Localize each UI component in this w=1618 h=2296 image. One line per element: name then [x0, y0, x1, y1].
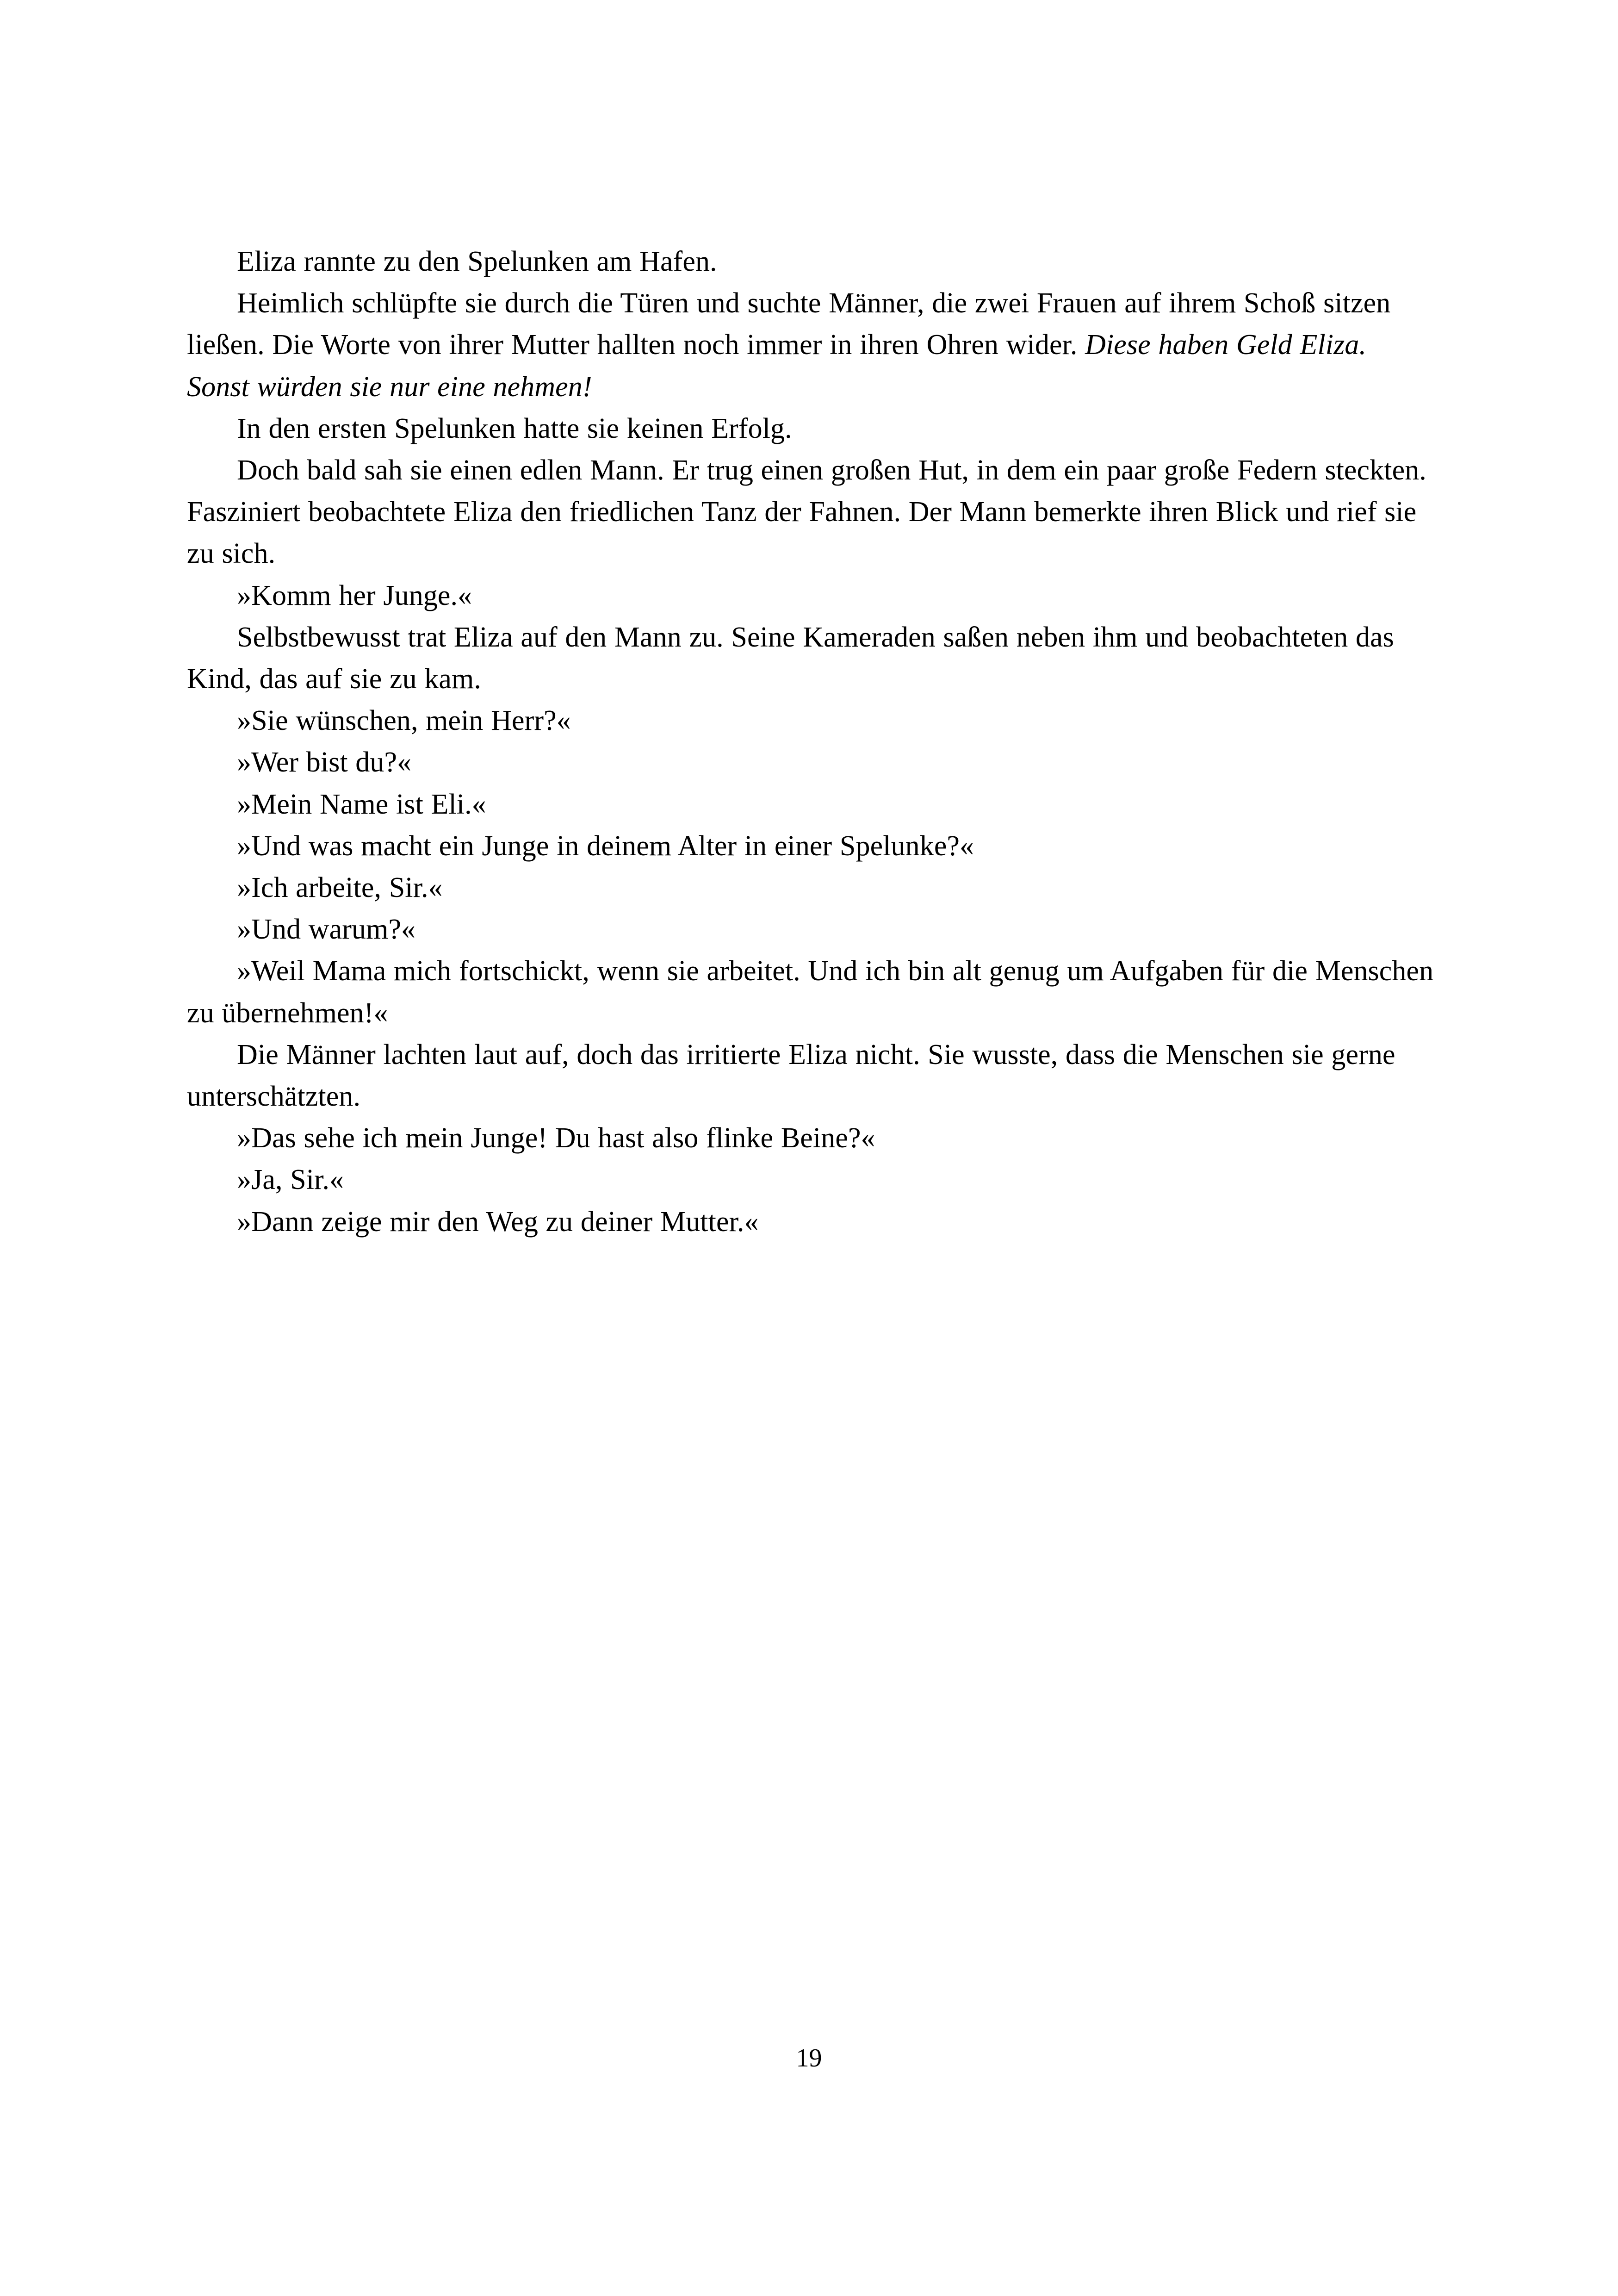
text-run: Doch bald sah sie einen edlen Mann. Er trug einen großen Hut, in dem ein paar große Federn steckten. Fasziniert beobachtete Eliza den friedlichen Tanz der Fahnen. Der Mann bemerkte ihren Blick und rief sie zu sich. — [187, 454, 1426, 570]
text-run-italic: Diese haben Geld Eliza. Sonst würden sie nur eine nehmen! — [187, 329, 1367, 403]
paragraph-dialogue — [187, 1117, 1436, 1159]
text-run: »Dann zeige mir den Weg zu deiner Mutter.« — [237, 1206, 759, 1238]
text-run: »Komm her Junge.« — [237, 579, 472, 611]
paragraph-dialogue — [187, 950, 1436, 1033]
paragraph-dialogue — [187, 784, 1436, 825]
text-run: »Wer bist du?« — [237, 747, 412, 778]
paragraph — [187, 616, 1436, 700]
text-run: »Mein Name ist Eli.« — [237, 788, 486, 820]
text-run: »Das sehe ich mein Junge! Du hast also flinke Beine?« — [237, 1122, 875, 1154]
paragraph — [187, 1034, 1436, 1117]
page-number: 19 — [796, 2044, 822, 2072]
text-run: »Und warum?« — [237, 914, 416, 946]
paragraph-dialogue — [187, 575, 1436, 616]
paragraph-dialogue — [187, 1159, 1436, 1201]
paragraph — [187, 449, 1436, 575]
paragraph-dialogue — [187, 741, 1436, 783]
text-run: »Und was macht ein Junge in deinem Alter in einer Spelunke?« — [237, 830, 974, 862]
body-text — [187, 241, 1436, 1243]
text-run: Heimlich schlüpfte sie durch die Türen und suchte Männer, die zwei Frauen auf ihrem Schoß sitzen ließen. Die Worte von ihrer Mutter hallten noch immer in ihren Ohren wider. — [187, 287, 1391, 361]
paragraph-dialogue — [187, 700, 1436, 741]
text-run: »Sie wünschen, mein Herr?« — [237, 705, 571, 737]
text-run: »Weil Mama mich fortschickt, wenn sie arbeitet. Und ich bin alt genug um Aufgaben für die Menschen zu übernehmen!« — [187, 955, 1434, 1029]
paragraph-dialogue — [187, 867, 1436, 908]
text-run: »Ich arbeite, Sir.« — [237, 872, 443, 904]
text-run: In den ersten Spelunken hatte sie keinen Erfolg. — [237, 412, 792, 444]
paragraph-dialogue — [187, 1201, 1436, 1243]
text-run: »Ja, Sir.« — [237, 1164, 344, 1196]
text-run: Eliza rannte zu den Spelunken am Hafen. — [237, 246, 717, 277]
paragraph — [187, 408, 1436, 449]
paragraph — [187, 282, 1436, 408]
paragraph-dialogue — [187, 825, 1436, 867]
text-run: Die Männer lachten laut auf, doch das irritierte Eliza nicht. Sie wusste, dass die Menschen sie gerne unterschätzten. — [187, 1039, 1395, 1113]
paragraph-dialogue — [187, 908, 1436, 950]
paragraph — [187, 241, 1436, 282]
text-run: Selbstbewusst trat Eliza auf den Mann zu. Seine Kameraden saßen neben ihm und beobachteten das Kind, das auf sie zu kam. — [187, 621, 1394, 695]
